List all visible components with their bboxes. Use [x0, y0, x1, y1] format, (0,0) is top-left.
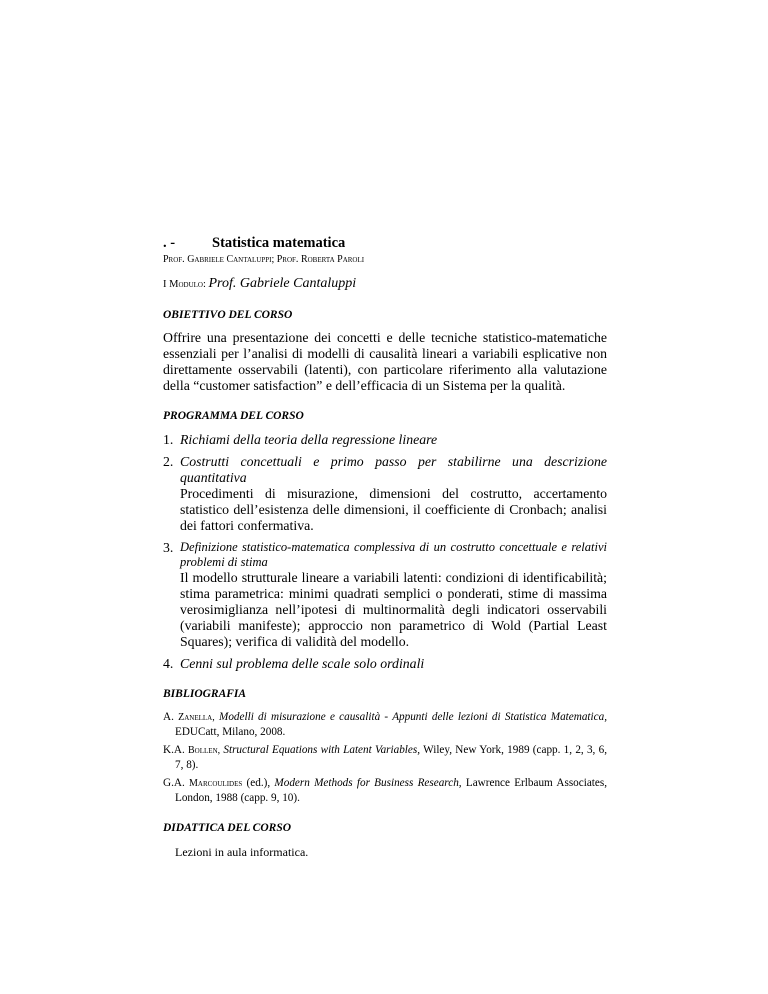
bib-work: Modelli di misurazione e causalità - Appunti delle lezioni di Statistica Matematica, — [219, 711, 608, 723]
didattica-heading: DIDATTICA DEL CORSO — [163, 822, 292, 834]
course-number: . - — [163, 235, 176, 251]
bib-entry — [163, 743, 607, 773]
prof2-prefix: Prof. — [276, 254, 299, 265]
item-number: 1. — [163, 432, 174, 447]
programma-item — [163, 432, 607, 448]
programma-heading: PROGRAMMA DEL CORSO — [163, 410, 304, 422]
programma-item — [163, 540, 607, 650]
item-number: 2. — [163, 454, 174, 469]
prof2-name: Roberta Paroli — [300, 254, 365, 265]
item-title: Costrutti concettuali e primo passo per stabilirne una descrizione quantitativa — [180, 454, 607, 485]
professors-line — [163, 253, 607, 267]
didattica-text: Lezioni in aula informatica. — [175, 845, 309, 859]
bib-publisher: Lawrence Erlbaum Associates, London, 1988 (capp. 9, 10). — [175, 777, 608, 804]
prof1-name: Gabriele Cantaluppi — [187, 254, 272, 265]
course-title-row — [163, 234, 607, 252]
bib-initial: A. — [163, 711, 174, 723]
bib-initial: G.A. — [163, 777, 185, 789]
bib-work: Modern Methods for Business Research, — [274, 777, 462, 789]
bib-initial: K.A. — [163, 744, 185, 756]
course-page — [163, 234, 607, 860]
bib-author: Zanella, — [178, 712, 215, 723]
bib-publisher: EDUCatt, Milano, 2008. — [175, 726, 286, 738]
bib-author: Marcoulides — [189, 778, 243, 789]
bib-work: Structural Equations with Latent Variables, — [223, 744, 421, 756]
bib-entry — [163, 710, 607, 740]
programma-item — [163, 656, 607, 672]
item-title: Definizione statistico-matematica complessiva di un costrutto concettuale e relativi problemi di stima — [180, 540, 607, 569]
item-title: Richiami della teoria della regressione lineare — [180, 432, 438, 447]
module-professor: Prof. Gabriele Cantaluppi — [208, 276, 357, 291]
bib-publisher: Wiley, New York, 1989 (capp. 1, 2, 3, 6, 7, 8). — [175, 744, 607, 771]
obiettivo-text: Offrire una presentazione dei concetti e delle tecniche statistico-matematiche essenziali per l’analisi di modelli di causalità lineari a variabili esplicative non direttamente osservabili (latenti), con particolare riferimento alla valutazione della “customer satisfaction” e dell’efficacia di un Sistema per la qualità. — [163, 330, 607, 393]
prof-separator: ; — [271, 254, 275, 265]
programma-item — [163, 454, 607, 534]
bibliografia-list — [163, 710, 607, 806]
item-description: Il modello strutturale lineare a variabili latenti: condizioni di identificabilità; stima parametrica: minimi quadrati semplici o ponderati, stime di massima verosimiglianza nell’ipotesi di multinormalità degli indicatori osservabili (variabili manifeste); approccio non parametrico di Wold (Partial Least Squares); verifica di validità del modello. — [180, 570, 607, 649]
programma-list — [163, 432, 607, 672]
item-number: 4. — [163, 656, 174, 671]
module-line — [163, 276, 607, 293]
item-title: Cenni sul problema delle scale solo ordinali — [180, 656, 425, 671]
bib-author: Bollen, — [188, 745, 221, 756]
prof1-prefix: Prof. — [163, 254, 185, 265]
item-description: Procedimenti di misurazione, dimensioni del costrutto, accertamento statistico dell’esistenza delle dimensioni, il coefficiente di Cronbach; analisi dei fattori confermativa. — [180, 486, 607, 533]
module-label: I Modulo: — [163, 279, 206, 290]
bib-editor: (ed.), — [246, 777, 271, 789]
course-title: Statistica matematica — [212, 235, 346, 251]
bibliografia-heading: BIBLIOGRAFIA — [163, 688, 247, 700]
obiettivo-heading: OBIETTIVO DEL CORSO — [163, 309, 293, 321]
bib-entry — [163, 776, 607, 806]
item-number: 3. — [163, 540, 174, 555]
